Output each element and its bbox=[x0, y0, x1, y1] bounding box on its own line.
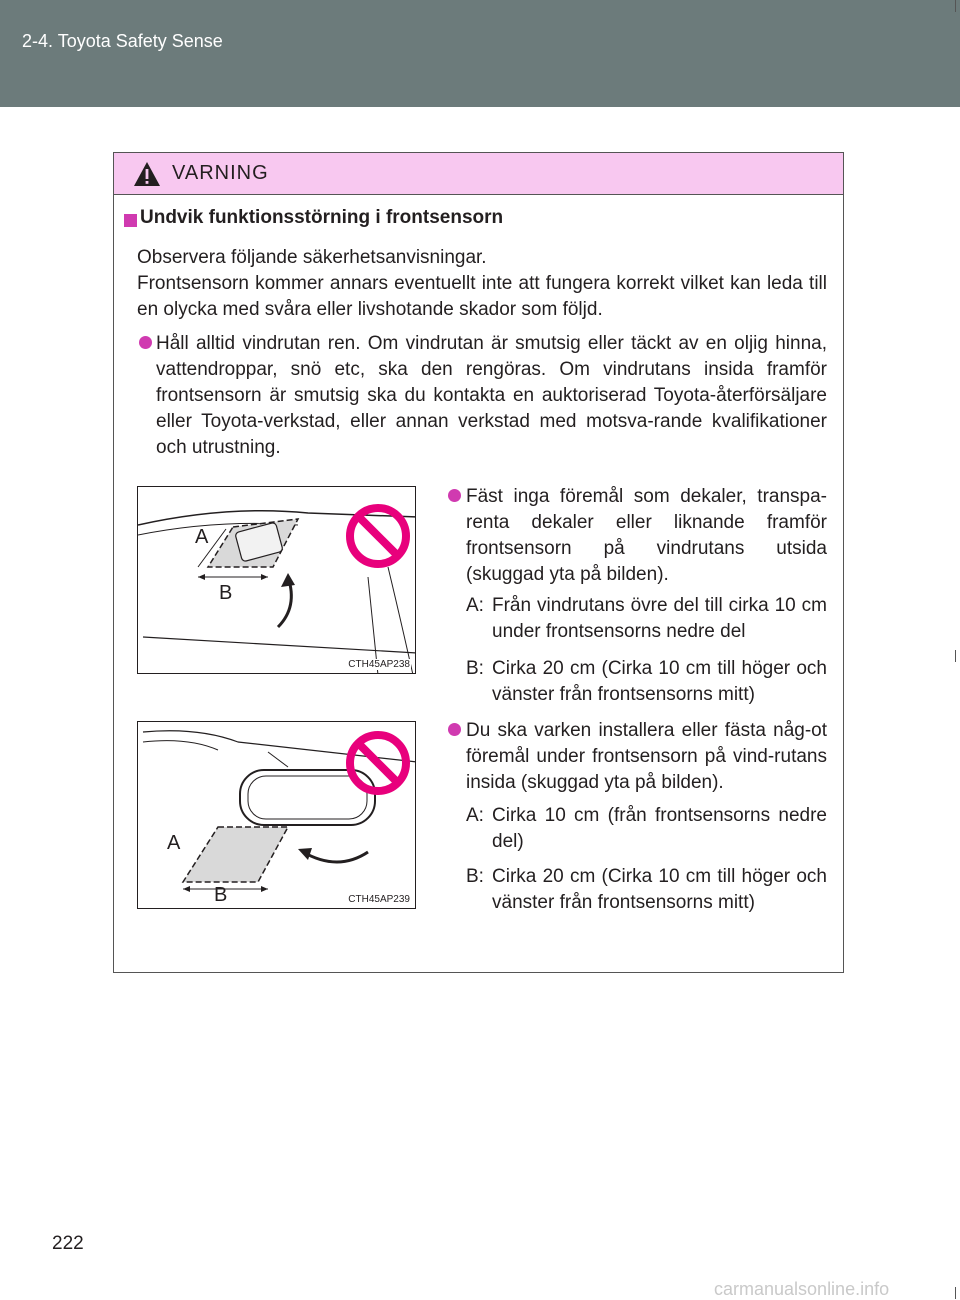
bullet3-label-a: A: Cirka 10 cm (från frontsensorns nedre del) bbox=[466, 805, 827, 852]
section-title: 2-4. Toyota Safety Sense bbox=[22, 31, 223, 51]
bullet3-label-b: B: Cirka 20 cm (Cirka 10 cm till höger och vänster från frontsensorns mitt) bbox=[466, 866, 827, 913]
bullet-dot bbox=[448, 723, 461, 736]
warning-header bbox=[114, 153, 843, 195]
bullet-no-objects-inside: Du ska varken installera eller fästa någ-ot föremål under frontsensorn på vind-rutans insida (skuggad yta på bilden). bbox=[466, 720, 827, 793]
warning-triangle-icon bbox=[133, 161, 161, 187]
figure-code: CTH45AP239 bbox=[348, 894, 410, 905]
bullet2-label-a: A: Från vindrutans övre del till cirka 10 cm under frontsensorns nedre del bbox=[466, 595, 827, 642]
crop-mark bbox=[955, 0, 956, 12]
prohibited-icon bbox=[345, 503, 411, 569]
figure-label-a: A bbox=[167, 832, 181, 854]
intro-line-1: Observera följande säkerhetsanvisningar. bbox=[137, 247, 487, 268]
crop-mark bbox=[955, 650, 956, 662]
bullet2-label-b: B: Cirka 20 cm (Cirka 10 cm till höger och vänster från frontsensorns mitt) bbox=[466, 658, 827, 705]
figure-label-b: B bbox=[219, 582, 233, 604]
figure-windshield-inside bbox=[137, 721, 416, 909]
page-header bbox=[0, 0, 960, 107]
square-bullet-icon bbox=[124, 214, 137, 227]
warning-title: VARNING bbox=[172, 162, 269, 184]
page-number: 222 bbox=[52, 1233, 84, 1254]
bullet-no-stickers-outside: Fäst inga föremål som dekaler, transpa-renta dekaler eller liknande framför frontsensorn på vindrutans utsida (skuggad yta på bilden). bbox=[466, 486, 827, 585]
figure-label-b: B bbox=[214, 884, 228, 906]
watermark: carmanualsonline.info bbox=[714, 1279, 890, 1299]
figure-label-a: A bbox=[195, 526, 209, 548]
bullet-dot bbox=[139, 336, 152, 349]
warning-heading: Undvik funktionsstörning i frontsensorn bbox=[140, 207, 504, 228]
figure-code: CTH45AP238 bbox=[348, 659, 410, 670]
crop-mark bbox=[955, 1287, 956, 1299]
bullet-dot bbox=[448, 489, 461, 502]
bullet-clean-windshield: Håll alltid vindrutan ren. Om vindrutan är smutsig eller täckt av en oljig hinna, vattendroppar, snö etc, ska den rengöras. Om vindrutans insida framför frontsensorn är smutsig ska du kontakta en auktoriserad Toyota-återförsäljare eller Toyota-verkstad, eller annan verkstad med motsva-rande kvalifikationer och utrustning. bbox=[156, 333, 827, 458]
prohibited-icon bbox=[345, 730, 411, 796]
figure-windshield-outside bbox=[137, 486, 416, 674]
intro-line-2: Frontsensorn kommer annars eventuellt inte att fungera korrekt vilket kan leda till en olycka med svåra eller livshotande skador som följd. bbox=[137, 273, 827, 320]
